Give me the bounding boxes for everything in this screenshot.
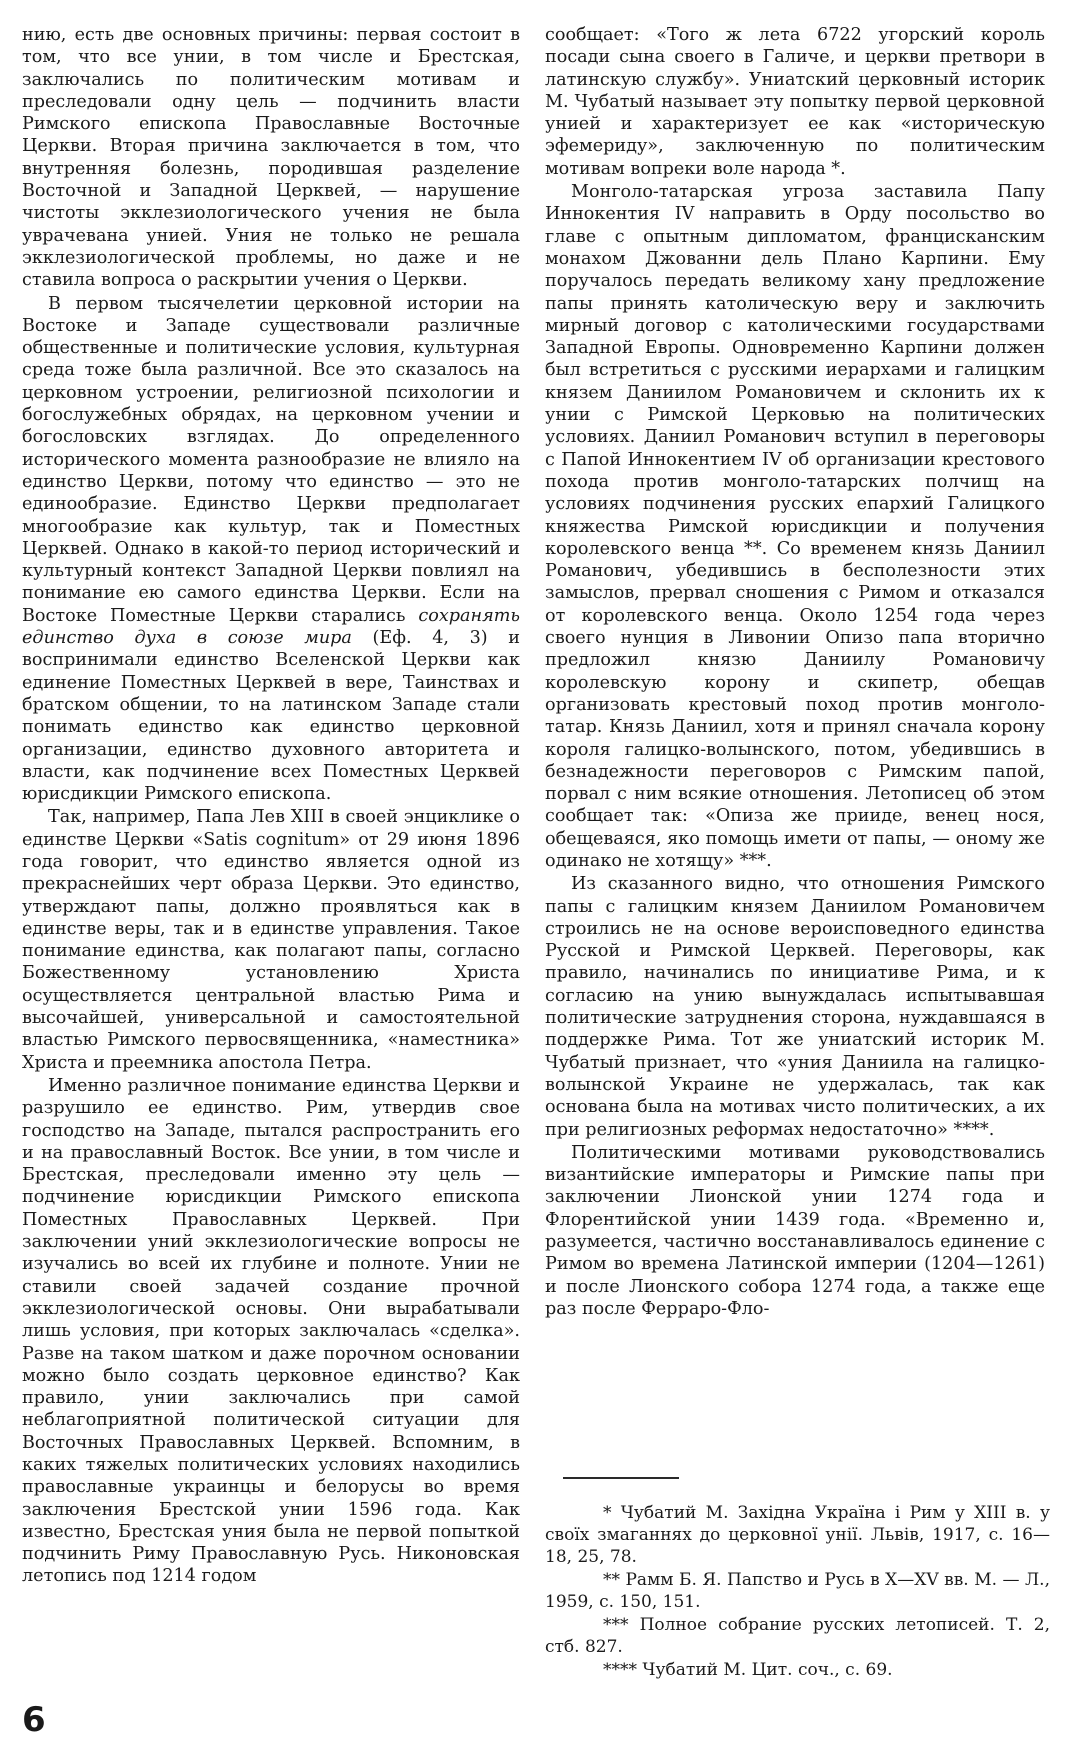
paragraph: Политическими мотивами руководствовались византийские императоры и Римские папы при заключении Лионской унии 1274 года и Флорентийской унии 1439 года. «Временно и, разумеется, частично восстанавливалось единение с Римом во времена Латинской империи (1204—1261) и после Лионского собора 1274 года, а также еще раз после Ферраро-Фло- — [545, 1142, 1045, 1319]
paragraph-text: В первом тысячелетии церковной истории на Востоке и Западе существовали различные общественные и политические условия, культурная среда тоже была различной. Все это сказалось на церковном устроении, религиозной психологии и богослужебных обрядах, на церковном учении и богословских взглядах. До определенного исторического момента разнообразие не влияло на единство Церкви, потому что единство — это не единообразие. Единство Церкви предполагает многообразие как культур, так и Поместных Церквей. Однако в какой-то период исторический и культурный контекст Западной Церкви повлиял на понимание ею самого единства Церкви. Если на Востоке Поместные Церкви старались — [22, 293, 520, 626]
paragraph — [22, 293, 520, 806]
italic-quote: сохранять единство духа в союзе мира — [22, 605, 520, 649]
right-column — [545, 24, 1045, 1320]
paragraph: Монголо-татарская угроза заставила Папу Иннокентия IV направить в Орду посольство во главе с опытным дипломатом, францисканским монахом Джованни дель Плано Карпини. Ему поручалось передать великому хану предложение папы принять католическую веру и заключить мирный договор с католическими государствами Западной Европы. Одновременно Карпини должен был встретиться с русскими иерархами и галицким князем Даниилом Романовичем и склонить их к унии с Римской Церковью на политических условиях. Даниил Романович вступил в переговоры с Папой Иннокентием IV об организации крестового похода против монголо-татарских полчищ на условиях подчинения русских епархий Галицкого княжества Римской юрисдикции и получения королевского венца **. Со временем князь Даниил Романович, убедившись в бесполезности этих замыслов, прервал сношения с Римом и отказался от королевского венца. Около 1254 года через своего нунция в Ливонии Опизо папа вторично предложил князю Даниилу Романовичу королевскую корону и скипетр, обещав организовать крестовый поход против монголо-татар. Князь Даниил, хотя и принял сначала корону короля галицко-волынского, потом, убедившись в безнадежности переговоров с Римским папой, порвал с ним всякие отношения. Летописец об этом сообщает так: «Опиза же прииде, венец нося, обещеваяся, яко помощь имети от папы, — оному же одинако не хотящу» ***. — [545, 182, 1045, 871]
paragraph: Так, например, Папа Лев XIII в своей энциклике о единстве Церкви «Satis cognitum» от 29 июня 1896 года говорит, что единство является одной из прекраснейших черт образа Церкви. Это единство, утверждают папы, должно проявляться как в единстве веры, так и в единстве управления. Такое понимание единства, как полагают папы, согласно Божественному установлению Христа осуществляется центральной властью Рима и высочайшей, универсальной и самостоятельной властью Римского первосвященника, «наместника» Христа и преемника апостола Петра. — [22, 807, 520, 1073]
footnote: *** Полное собрание русских летописей. Т. 2, стб. 827. — [545, 1615, 1050, 1657]
paragraph: сообщает: «Того ж лета 6722 угорский король посади сына своего в Галиче, и церкви претвори в латинскую службу». Униатский церковный историк М. Чубатый называет эту попытку первой церковной унией и характеризует ее как «историческую эфемериду», заключенную по политическим мотивам вопреки воле народа *. — [545, 25, 1045, 179]
footnote: **** Чубатий М. Цит. соч., с. 69. — [603, 1660, 893, 1680]
page-number: 6 — [22, 1700, 46, 1740]
footnote: ** Рамм Б. Я. Папство и Русь в X—XV вв. М. — Л., 1959, с. 150, 151. — [545, 1570, 1050, 1612]
footnote-divider — [563, 1477, 679, 1479]
paragraph: Из сказанного видно, что отношения Римского папы с галицким князем Даниилом Романовичем строились не на основе вероисповедного единства Русской и Римской Церквей. Переговоры, как правило, начинались по инициативе Рима, и к согласию на унию вынуждалась испытывавшая политические затруднения сторона, нуждавшаяся в поддержке Рима. Тот же униатский историк М. Чубатый признает, что «уния Даниила на галицко-волынской Украине не удержалась, так как основана была на мотивах чисто политических, а их при религиозных реформах недостаточно» ****. — [545, 874, 1045, 1140]
left-column — [22, 24, 520, 1588]
footnote: * Чубатий М. Західна Україна і Рим у XIII в. у своїх змаганнях до церковної унії. Львів, 1917, с. 16—18, 25, 78. — [545, 1503, 1050, 1567]
paragraph: Именно различное понимание единства Церкви и разрушило ее единство. Рим, утвердив свое господство на Западе, пытался распространить его и на православный Восток. Все унии, в том числе и Брестская, преследовали именно эту цель — подчинение юрисдикции Римского епископа Поместных Православных Церквей. При заключении уний экклезиологические вопросы не изучались во всей их глубине и полноте. Унии не ставили своей задачей создание прочной экклезиологической основы. Они вырабатывали лишь условия, при которых заключалась «сделка». Разве на таком шатком и даже порочном основании можно было создать церковное единство? Как правило, унии заключались при самой неблагоприятной политической ситуации для Восточных Православных Церквей. Вспомним, в каких тяжелых политических условиях находились православные украинцы и белорусы во время заключения Брестской унии 1596 года. Как известно, Брестская уния была не первой попыткой подчинить Риму Православную Русь. Никоновская летопись под 1214 годом — [22, 1075, 520, 1587]
paragraph-tail: (Еф. 4, 3) и воспринимали единство Вселенской Церкви как единение Поместных Церквей в вере, Таинствах и братском общении, то на латинском Западе стали понимать единство как единство церковной организации, единство духовного авторитета и власти, как подчинение всех Поместных Церквей юрисдикции Римского епископа. — [22, 628, 521, 805]
paragraph: нию, есть две основных причины: первая состоит в том, что все унии, в том числе и Брестская, заключались по политическим мотивам и преследовали одну цель — подчинить власти Римского епископа Православные Восточные Церкви. Вторая причина заключается в том, что внутренняя болезнь, породившая разделение Восточной и Западной Церквей, — нарушение чистоты экклезиологического учения не была уврачевана унией. Уния не только не решала экклезиологической проблемы, но даже и не ставила вопроса о раскрытии учения о Церкви. — [22, 25, 520, 291]
footnotes — [545, 1502, 1050, 1682]
